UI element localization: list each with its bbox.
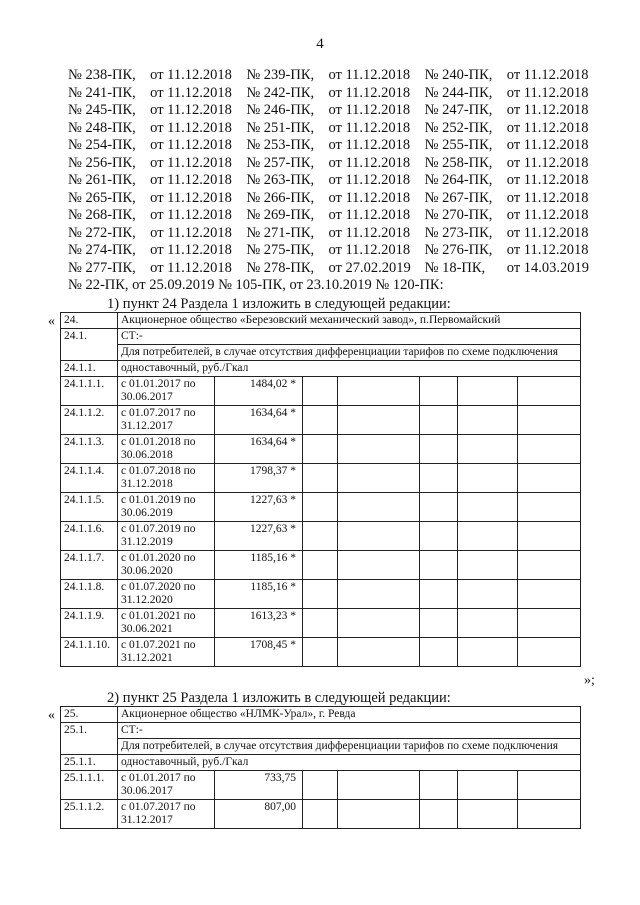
tariff-row [61, 800, 581, 829]
order-number: № 278-ПК, [246, 259, 315, 276]
tariff-period: с 01.07.2020 по 31.12.2020 [118, 580, 215, 609]
section2-open-quote: « [48, 708, 55, 723]
order-date: от 11.12.2018 [506, 119, 589, 136]
orders-row [68, 155, 603, 173]
order-number: № 257-ПК, [246, 154, 315, 171]
st-label: СТ:- [118, 723, 581, 739]
tariff-value: 807,00 [215, 800, 303, 829]
order-number: № 272-ПК, [68, 224, 136, 241]
order-date: от 11.12.2018 [506, 172, 589, 188]
empty-cell [458, 522, 518, 551]
orders-row [68, 102, 603, 120]
tariff-value: 1185,16 * [215, 580, 303, 609]
order-date: от 11.12.2018 [328, 154, 411, 171]
section1-open-quote: « [48, 314, 55, 329]
tariff-row [61, 551, 581, 580]
tariff-code: 24.1.1.1. [61, 377, 118, 406]
order-number: № 275-ПК, [246, 242, 315, 258]
order-number: № 252-ПК, [424, 119, 493, 136]
tariff-value: 1185,16 * [215, 551, 303, 580]
tariff-code: 25.1.1.1. [61, 771, 118, 800]
order-number: № 248-ПК, [68, 119, 136, 136]
tariff-period: с 01.07.2021 по 31.12.2021 [118, 638, 215, 667]
consumers-label: Для потребителей, в случае отсутствия дифференциации тарифов по схеме подключения [118, 739, 581, 755]
empty-cell [458, 771, 518, 800]
empty-cell [420, 522, 458, 551]
order-date: от 11.12.2018 [506, 102, 589, 118]
order-date: от 11.12.2018 [328, 242, 411, 258]
empty-cell [518, 435, 581, 464]
orders-row [68, 242, 603, 260]
empty-cell [303, 580, 338, 609]
tariff-period: с 01.01.2018 по 30.06.2018 [118, 435, 215, 464]
tariff-period: с 01.01.2017 по 30.06.2017 [118, 771, 215, 800]
order-date: от 11.12.2018 [150, 154, 232, 171]
empty-cell [420, 464, 458, 493]
empty-cell [458, 800, 518, 829]
empty-cell [338, 377, 420, 406]
consumers-label: Для потребителей, в случае отсутствия дифференциации тарифов по схеме подключения [118, 345, 581, 361]
empty-cell [458, 435, 518, 464]
section2-heading: 2) пункт 25 Раздела 1 изложить в следующей редакции: [107, 690, 451, 706]
orders-row [68, 172, 603, 190]
order-number: № 274-ПК, [68, 242, 136, 258]
empty-cell [518, 800, 581, 829]
empty-cell [303, 522, 338, 551]
empty-cell [338, 638, 420, 667]
tariff-row [61, 771, 581, 800]
order-date: от 11.12.2018 [328, 84, 411, 101]
org-name: Акционерное общество «Березовский механический завод», п.Первомайский [118, 313, 581, 329]
tariff-code: 25.1.1.2. [61, 800, 118, 829]
orders-tail: № 22-ПК, от 25.09.2019 № 105-ПК, от 23.10.2019 № 120-ПК: [68, 277, 444, 293]
tariff-row [61, 435, 581, 464]
st-code: 25.1. [61, 723, 118, 755]
order-number: № 251-ПК, [246, 119, 315, 136]
order-number: № 265-ПК, [68, 189, 136, 206]
rate-row [61, 361, 581, 377]
tariff-row [61, 522, 581, 551]
order-date: от 11.12.2018 [328, 137, 411, 153]
order-number: № 254-ПК, [68, 137, 136, 153]
order-date: от 11.12.2018 [150, 224, 232, 241]
orders-row [68, 260, 603, 278]
order-number: № 269-ПК, [246, 207, 315, 223]
empty-cell [518, 406, 581, 435]
empty-cell [458, 580, 518, 609]
orders-row [68, 190, 603, 208]
st-row [61, 723, 581, 739]
order-number: № 256-ПК, [68, 154, 136, 171]
order-date: от 14.03.2019 [506, 259, 590, 276]
order-date: от 11.12.2018 [150, 172, 232, 188]
empty-cell [518, 464, 581, 493]
page-number: 4 [316, 36, 324, 52]
order-date: от 11.12.2018 [506, 189, 589, 206]
tariff-code: 24.1.1.3. [61, 435, 118, 464]
tariff-code: 24.1.1.6. [61, 522, 118, 551]
tariff-value: 1634,64 * [215, 406, 303, 435]
tariff-period: с 01.01.2020 по 30.06.2020 [118, 551, 215, 580]
order-number: № 273-ПК, [424, 224, 493, 241]
tariff-value: 1484,02 * [215, 377, 303, 406]
empty-cell [338, 771, 420, 800]
tariff-row [61, 638, 581, 667]
tariff-value: 733,75 [215, 771, 303, 800]
order-date: от 11.12.2018 [150, 119, 232, 136]
order-number: № 239-ПК, [246, 67, 315, 83]
org-row [61, 707, 581, 723]
st-code: 24.1. [61, 329, 118, 361]
empty-cell [518, 551, 581, 580]
empty-cell [303, 771, 338, 800]
tariff-row [61, 493, 581, 522]
order-number: № 271-ПК, [246, 224, 315, 241]
rate-code: 25.1.1. [61, 755, 118, 771]
tariff-period: с 01.01.2017 по 30.06.2017 [118, 377, 215, 406]
rate-label: одноставочный, руб./Гкал [118, 755, 581, 771]
tariff-code: 24.1.1.10. [61, 638, 118, 667]
empty-cell [338, 435, 420, 464]
orders-list [68, 67, 603, 277]
orders-table [68, 67, 603, 277]
section2-tariff-table [60, 706, 581, 829]
section1-close-quote: »; [584, 673, 595, 688]
order-number: № 246-ПК, [246, 102, 315, 118]
rate-code: 24.1.1. [61, 361, 118, 377]
order-number: № 263-ПК, [246, 172, 315, 188]
empty-cell [420, 377, 458, 406]
order-date: от 11.12.2018 [506, 242, 589, 258]
section1-tariff-table [60, 312, 581, 667]
order-date: от 27.02.2019 [328, 259, 411, 276]
tariff-row [61, 377, 581, 406]
order-date: от 11.12.2018 [150, 242, 232, 258]
empty-cell [458, 551, 518, 580]
st-label: СТ:- [118, 329, 581, 345]
empty-cell [303, 435, 338, 464]
order-number: № 244-ПК, [424, 84, 493, 101]
empty-cell [420, 493, 458, 522]
order-date: от 11.12.2018 [150, 189, 232, 206]
empty-cell [518, 377, 581, 406]
empty-cell [518, 493, 581, 522]
tariff-code: 24.1.1.2. [61, 406, 118, 435]
empty-cell [420, 435, 458, 464]
empty-cell [303, 609, 338, 638]
empty-cell [518, 522, 581, 551]
order-number: № 255-ПК, [424, 137, 493, 153]
empty-cell [338, 609, 420, 638]
orders-row [68, 207, 603, 225]
empty-cell [338, 800, 420, 829]
order-date: от 11.12.2018 [506, 137, 589, 153]
order-number: № 268-ПК, [68, 207, 136, 223]
empty-cell [420, 406, 458, 435]
tariff-code: 24.1.1.4. [61, 464, 118, 493]
order-number: № 240-ПК, [424, 67, 493, 83]
empty-cell [458, 493, 518, 522]
tariff-value: 1708,45 * [215, 638, 303, 667]
order-number: № 253-ПК, [246, 137, 315, 153]
order-date: от 11.12.2018 [506, 154, 589, 171]
empty-cell [338, 522, 420, 551]
order-number: № 245-ПК, [68, 102, 136, 118]
rate-row [61, 755, 581, 771]
order-date: от 11.12.2018 [506, 67, 589, 83]
order-date: от 11.12.2018 [150, 259, 232, 276]
empty-cell [420, 609, 458, 638]
consumers-row [61, 345, 581, 361]
order-date: от 11.12.2018 [328, 224, 411, 241]
org-name: Акционерное общество «НЛМК-Урал», г. Ревда [118, 707, 581, 723]
empty-cell [420, 771, 458, 800]
order-number: № 258-ПК, [424, 154, 493, 171]
orders-row [68, 225, 603, 243]
order-date: от 11.12.2018 [506, 207, 589, 223]
org-code: 25. [61, 707, 118, 723]
order-number: № 266-ПК, [246, 189, 315, 206]
empty-cell [338, 406, 420, 435]
tariff-period: с 01.01.2021 по 30.06.2021 [118, 609, 215, 638]
empty-cell [420, 800, 458, 829]
rate-label: одноставочный, руб./Гкал [118, 361, 581, 377]
tariff-code: 24.1.1.5. [61, 493, 118, 522]
empty-cell [458, 377, 518, 406]
tariff-period: с 01.01.2019 по 30.06.2019 [118, 493, 215, 522]
empty-cell [303, 551, 338, 580]
tariff-period: с 01.07.2017 по 31.12.2017 [118, 800, 215, 829]
empty-cell [303, 493, 338, 522]
consumers-row [61, 739, 581, 755]
section1-heading: 1) пункт 24 Раздела 1 изложить в следующей редакции: [107, 296, 451, 312]
empty-cell [338, 551, 420, 580]
order-number: № 261-ПК, [68, 172, 136, 188]
order-date: от 11.12.2018 [150, 102, 232, 118]
order-number: № 276-ПК, [424, 242, 493, 258]
order-date: от 11.12.2018 [150, 137, 232, 153]
order-date: от 11.12.2018 [328, 189, 411, 206]
order-number: № 18-ПК, [424, 259, 486, 276]
tariff-period: с 01.07.2017 по 31.12.2017 [118, 406, 215, 435]
order-number: № 270-ПК, [424, 207, 493, 223]
tariff-code: 24.1.1.8. [61, 580, 118, 609]
empty-cell [303, 638, 338, 667]
tariff-value: 1227,63 * [215, 522, 303, 551]
empty-cell [303, 800, 338, 829]
tariff-row [61, 580, 581, 609]
tariff-period: с 01.07.2018 по 31.12.2018 [118, 464, 215, 493]
tariff-row [61, 609, 581, 638]
orders-row [68, 137, 603, 155]
tariff-row [61, 406, 581, 435]
empty-cell [458, 406, 518, 435]
order-date: от 11.12.2018 [506, 84, 589, 101]
order-date: от 11.12.2018 [506, 224, 589, 241]
empty-cell [518, 638, 581, 667]
order-number: № 241-ПК, [68, 84, 136, 101]
empty-cell [458, 464, 518, 493]
empty-cell [338, 493, 420, 522]
empty-cell [303, 377, 338, 406]
order-date: от 11.12.2018 [150, 207, 232, 223]
order-number: № 247-ПК, [424, 102, 493, 118]
order-number: № 267-ПК, [424, 189, 493, 206]
order-date: от 11.12.2018 [328, 102, 411, 118]
empty-cell [303, 406, 338, 435]
order-date: от 11.12.2018 [150, 67, 232, 83]
empty-cell [420, 551, 458, 580]
order-number: № 277-ПК, [68, 259, 136, 276]
order-date: от 11.12.2018 [328, 119, 411, 136]
tariff-row [61, 464, 581, 493]
org-code: 24. [61, 313, 118, 329]
empty-cell [518, 609, 581, 638]
tariff-code: 24.1.1.7. [61, 551, 118, 580]
order-number: № 264-ПК, [424, 172, 493, 188]
st-row [61, 329, 581, 345]
order-number: № 238-ПК, [68, 67, 136, 83]
order-date: от 11.12.2018 [328, 207, 411, 223]
orders-row [68, 120, 603, 138]
empty-cell [420, 638, 458, 667]
tariff-value: 1227,63 * [215, 493, 303, 522]
order-date: от 11.12.2018 [328, 172, 411, 188]
orders-row [68, 67, 603, 85]
order-number: № 242-ПК, [246, 84, 315, 101]
org-row [61, 313, 581, 329]
empty-cell [518, 580, 581, 609]
empty-cell [420, 580, 458, 609]
tariff-value: 1634,64 * [215, 435, 303, 464]
empty-cell [338, 580, 420, 609]
tariff-value: 1798,37 * [215, 464, 303, 493]
empty-cell [458, 609, 518, 638]
order-date: от 11.12.2018 [328, 67, 411, 83]
empty-cell [518, 771, 581, 800]
empty-cell [458, 638, 518, 667]
tariff-code: 24.1.1.9. [61, 609, 118, 638]
empty-cell [338, 464, 420, 493]
orders-row [68, 85, 603, 103]
empty-cell [303, 464, 338, 493]
order-date: от 11.12.2018 [150, 84, 232, 101]
tariff-value: 1613,23 * [215, 609, 303, 638]
tariff-period: с 01.07.2019 по 31.12.2019 [118, 522, 215, 551]
